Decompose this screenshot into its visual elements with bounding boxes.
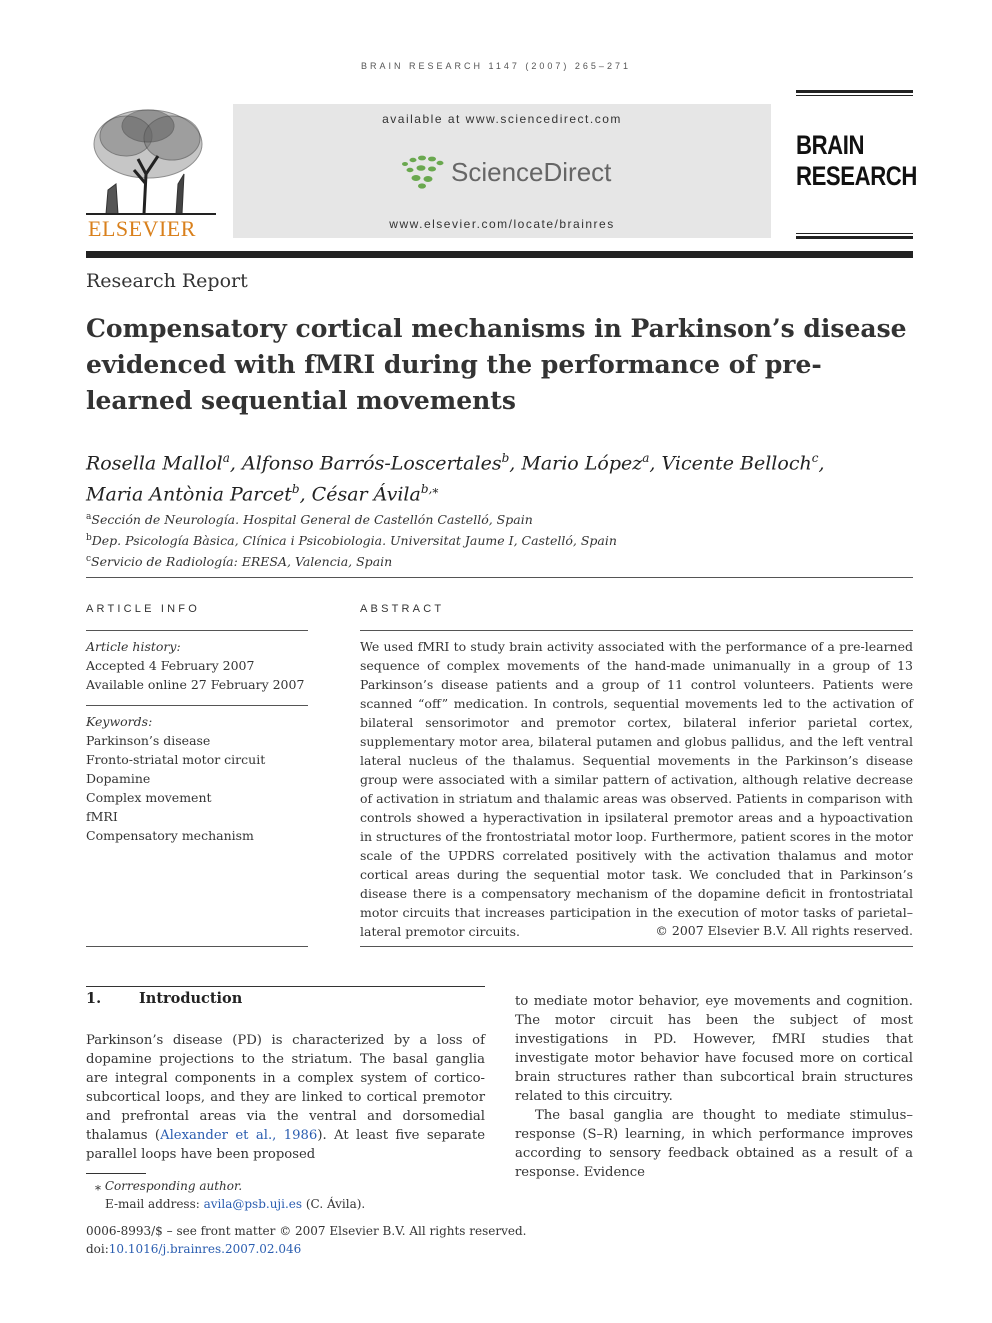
author-name: Maria Antònia Parcet: [86, 483, 292, 506]
author-affil-mark: b: [291, 482, 300, 497]
online-date: Available online 27 February 2007: [86, 677, 305, 692]
elsevier-wordmark: ELSEVIER: [88, 216, 196, 241]
journal-name-logo: [796, 130, 917, 192]
author-separator: ,: [818, 452, 825, 475]
paragraph: [86, 1031, 485, 1164]
article-title: Compensatory cortical mechanisms in Parkinson’s disease evidenced with fMRI during the performance of pre-learned sequential movements: [86, 314, 907, 415]
author-affil-mark: a: [222, 451, 230, 465]
section-divider: [86, 577, 913, 578]
header-divider: [86, 251, 913, 258]
author-name: Mario López: [521, 452, 643, 475]
section-title: Introduction: [139, 990, 243, 1007]
author-separator: ,: [509, 452, 522, 475]
abstract-divider: [360, 946, 913, 947]
intro-rule: [86, 986, 485, 987]
author-affil-mark: b: [501, 451, 510, 465]
sciencedirect-leaf-icon: [399, 154, 445, 190]
affiliations: [86, 508, 617, 571]
affiliation-mark: c: [86, 554, 92, 565]
journal-logo-rule: [796, 233, 913, 234]
front-matter-text: 0006-8993/$ – see front matter © 2007 Elsevier B.V. All rights reserved.: [86, 1224, 527, 1238]
author-separator: ,: [649, 452, 662, 475]
affiliation: [86, 508, 617, 529]
journal-name-line: RESEARCH: [796, 161, 917, 191]
front-matter: [86, 1222, 526, 1258]
section-number: 1.: [86, 990, 102, 1007]
author-list: [86, 445, 913, 508]
journal-url-link[interactable]: www.elsevier.com/locate/brainres: [389, 217, 615, 231]
abstract-copyright: © 2007 Elsevier B.V. All rights reserved.: [655, 923, 913, 938]
journal-logo-rule: [796, 236, 913, 239]
available-at-link[interactable]: available at www.sciencedirect.com: [382, 112, 622, 126]
paragraph: The basal ganglia are thought to mediate stimulus–response (S–R) learning, in which performance improves according to sensory feedback obtained as a result of a response. Evidence: [515, 1108, 913, 1180]
affiliation: [86, 529, 617, 550]
journal-logo-rule: [796, 95, 913, 96]
accepted-date: Accepted 4 February 2007: [86, 658, 255, 673]
elsevier-tree-icon: [86, 104, 216, 216]
keyword: Fronto-striatal motor circuit: [86, 752, 266, 767]
corresponding-author-mark[interactable]: b,⁎: [420, 482, 439, 497]
article-info-divider: [86, 946, 308, 947]
affiliation-mark: b: [86, 533, 92, 544]
corresponding-label: Corresponding author.: [104, 1179, 243, 1193]
abstract-heading: ABSTRACT: [360, 603, 445, 615]
article-history: [86, 637, 308, 694]
keyword: Dopamine: [86, 771, 151, 786]
author-name: Vicente Belloch: [661, 452, 812, 475]
history-label: Article history:: [86, 639, 181, 654]
journal-citation: BRAIN RESEARCH 1147 (2007) 265–271: [361, 61, 631, 71]
email-link[interactable]: avila@psb.uji.es: [203, 1197, 303, 1211]
abstract-divider: [360, 630, 913, 631]
affiliation: [86, 550, 617, 571]
author-affil-mark: a: [642, 451, 650, 465]
sciencedirect-banner: [233, 104, 771, 238]
author-name: César Ávila: [311, 483, 421, 506]
citation-link[interactable]: Alexander et al., 1986: [160, 1128, 318, 1143]
keyword: fMRI: [86, 809, 118, 824]
author-name: Rosella Mallol: [86, 452, 223, 475]
doi-link[interactable]: 10.1016/j.brainres.2007.02.046: [108, 1242, 302, 1256]
intro-right-column: [515, 992, 913, 1182]
journal-name-line: BRAIN: [796, 130, 865, 160]
keyword: Complex movement: [86, 790, 212, 805]
keywords-label: Keywords:: [86, 714, 153, 729]
footnote-rule: [86, 1173, 146, 1174]
article-type: Research Report: [86, 270, 248, 292]
paragraph: to mediate motor behavior, eye movements and cognition. The motor circuit has been the subject of most investigations in PD. However, fMRI studies that investigate motor behavior have focused more on cortical brain structures rather than subcortical brain structures related to this circuitry.: [515, 994, 913, 1104]
article-info-divider: [86, 705, 308, 706]
keyword: Compensatory mechanism: [86, 828, 254, 843]
affiliation-text: Servicio de Radiología: ERESA, Valencia, Spain: [91, 554, 393, 570]
abstract-text: We used fMRI to study brain activity associated with the performance of a pre-learned sequence of complex movements of the hand-made unimanually in a group of 13 Parkinson’s disease patients and a group of 11 control volunteers. Patients were scanned “off” medication. In controls, sequential movements led to the activation of bilateral sensorimotor and premotor cortex, bilateral inferior parietal cortex, supplementary motor area, bilateral putamen and globus pallidus, and the left ventral lateral nucleus of the thalamus. Sequential movements in the Parkinson’s disease group were associated with a similar pattern of activation, although relative decrease of activation in striatum and thalamic areas was observed. Patients in comparison with controls showed a hyperactivation in ipsilateral premotor areas and a hypoactivation in structures of the frontostriatal motor loop. Furthermore, patient scores in the motor scale of the UPDRS correlated positively with the activation thalamus and motor cortical areas during the sequential motor task. We concluded that in Parkinson’s disease there is a compensatory mechanism of the dopamine deficit in frontostriatal motor circuits that increases participation in the execution of motor tasks of parietal–lateral premotor circuits.: [360, 639, 913, 939]
email-label: E-mail address:: [105, 1197, 204, 1211]
journal-logo-rule: [796, 90, 913, 93]
article-info-divider: [86, 630, 308, 631]
keywords: [86, 712, 308, 845]
article-info-heading: ARTICLE INFO: [86, 603, 200, 615]
email-suffix: (C. Ávila).: [302, 1197, 366, 1211]
sciencedirect-brand-text: ScienceDirect: [451, 156, 612, 187]
affiliation-text: Sección de Neurología. Hospital General de Castellón Castelló, Spain: [91, 512, 533, 528]
author-separator: ,: [299, 483, 312, 506]
corresponding-footnote: [95, 1177, 365, 1213]
affiliation-mark: a: [86, 512, 92, 522]
author-separator: ,: [229, 452, 242, 475]
section-heading: [86, 990, 242, 1007]
affiliation-text: Dep. Psicología Bàsica, Clínica i Psicobiologia. Universitat Jaume I, Castelló, Spain: [91, 533, 617, 549]
elsevier-logo: [86, 104, 216, 244]
paragraph-text: Parkinson’s disease (PD) is characterized by a loss of dopamine projections to the striatum. The basal ganglia are integral components in a complex system of cortico-subcortical loops, and they are linked to cortical premotor and prefrontal areas via the ventral and dorsomedial thalamus (: [86, 1033, 485, 1143]
paragraph-text: ). At least five separate parallel loops have been proposed: [86, 1128, 486, 1162]
sciencedirect-logo: [399, 154, 611, 190]
intro-left-column: [86, 1031, 485, 1164]
doi-label: doi:: [86, 1242, 109, 1256]
keyword: Parkinson’s disease: [86, 733, 211, 748]
author-name: Alfonso Barrós-Loscertales: [241, 452, 502, 475]
footnote-mark: ⁎: [95, 1179, 101, 1193]
author-affil-mark: c: [811, 451, 819, 465]
